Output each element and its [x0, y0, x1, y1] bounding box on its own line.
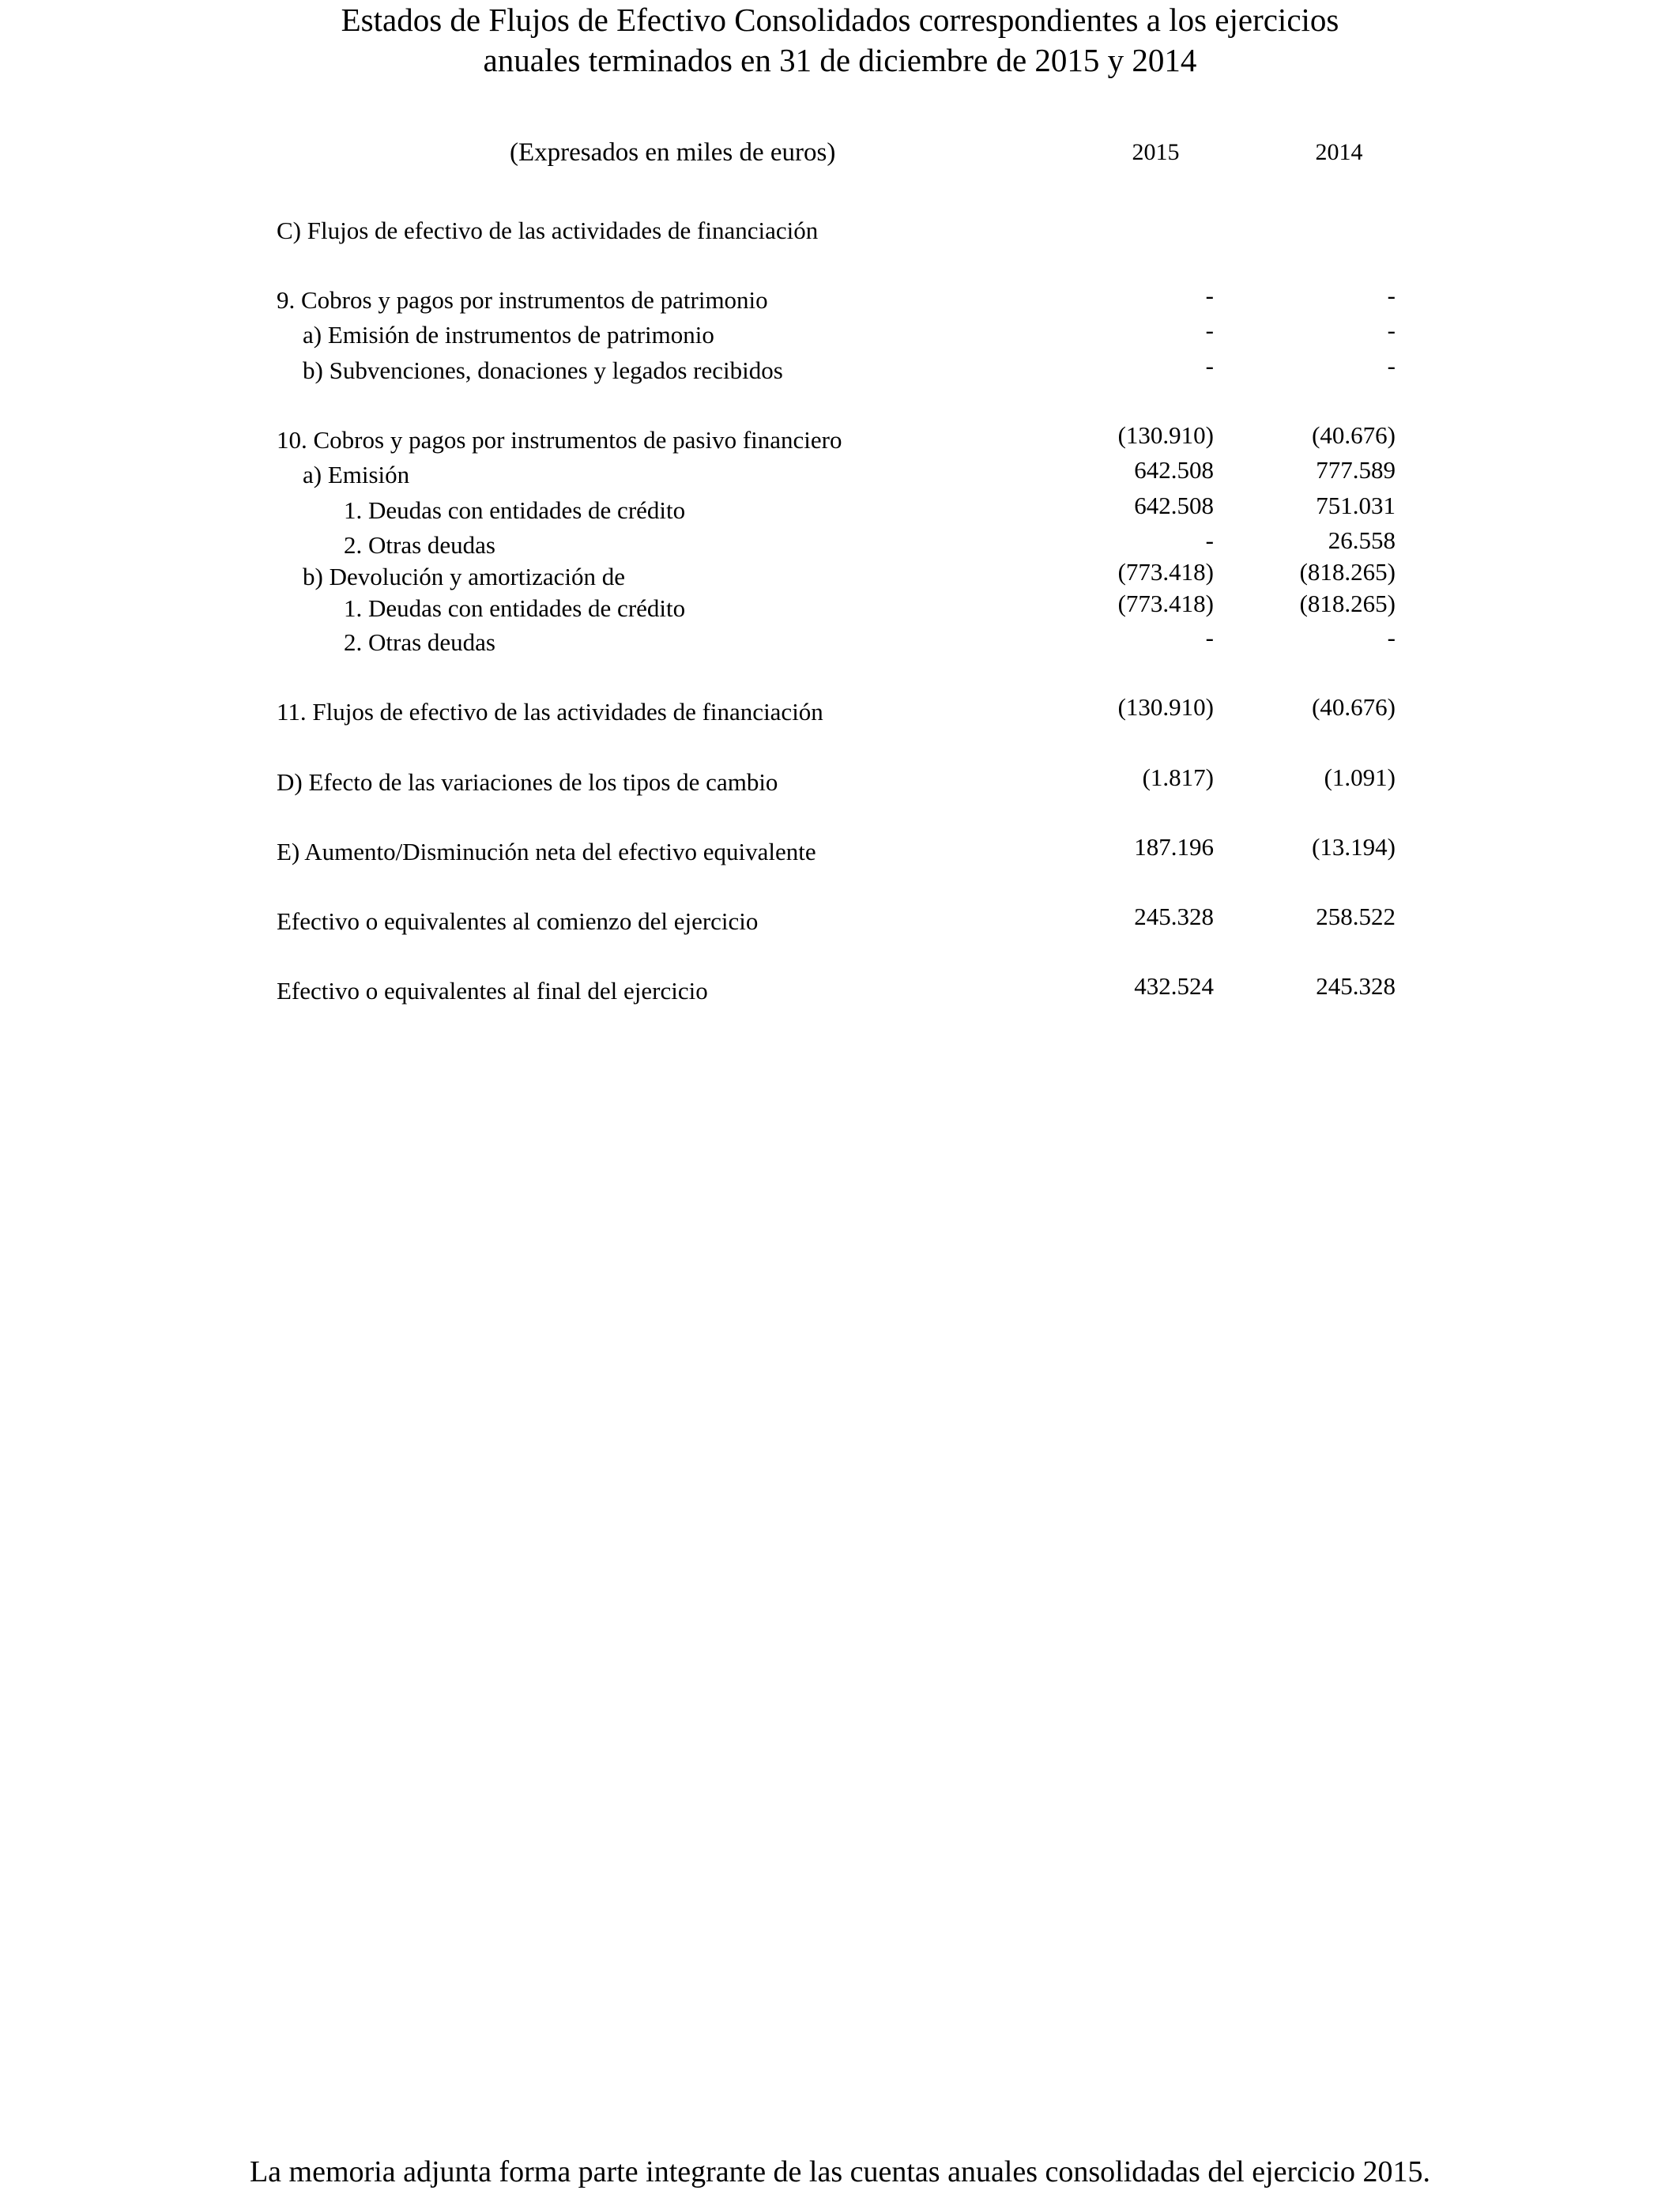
value-2014: 245.328 [1316, 972, 1396, 1000]
value-2014: - [1387, 316, 1396, 344]
table-row [0, 352, 1680, 390]
table-row [0, 456, 1680, 494]
units-label: (Expresados en miles de euros) [510, 138, 836, 167]
title-line-2: anuales terminados en 31 de diciembre de 2015 y 2014 [483, 42, 1197, 78]
value-2014: - [1387, 281, 1396, 309]
value-2014: (13.194) [1312, 833, 1396, 861]
row-label: a) Emisión de instrumentos de patrimonio [303, 321, 714, 349]
row-label: 1. Deudas con entidades de crédito [344, 496, 686, 524]
row-label: C) Flujos de efectivo de las actividades de financiación [277, 217, 819, 244]
table-row [0, 558, 1680, 596]
table-row [0, 421, 1680, 459]
page-title [0, 0, 1680, 81]
row-label: Efectivo o equivalentes al final del ejercicio [277, 977, 708, 1005]
value-2015: (773.418) [1117, 558, 1214, 586]
row-label: 9. Cobros y pagos por instrumentos de patrimonio [277, 286, 768, 314]
value-2015: (1.817) [1142, 763, 1214, 791]
section-heading-financing [0, 215, 1680, 250]
value-2015: 245.328 [1134, 903, 1214, 930]
table-row [0, 624, 1680, 662]
value-2014: 777.589 [1316, 456, 1396, 484]
row-label: b) Devolución y amortización de [303, 563, 626, 590]
table-row [0, 526, 1680, 564]
footer-note: La memoria adjunta forma parte integrante de las cuentas anuales consolidadas del ejercicio 2015. [249, 2155, 1431, 2188]
title-line-1: Estados de Flujos de Efectivo Consolidados correspondientes a los ejercicios [341, 2, 1339, 38]
value-2015: (773.418) [1117, 590, 1214, 617]
row-label: 2. Otras deudas [344, 531, 495, 559]
value-2014: 26.558 [1328, 526, 1396, 554]
value-2014: - [1387, 352, 1396, 379]
value-2014: (40.676) [1312, 421, 1396, 449]
column-header-2014: 2014 [1315, 139, 1363, 165]
row-label: b) Subvenciones, donaciones y legados recibidos [303, 356, 783, 384]
row-label: E) Aumento/Disminución neta del efectivo equivalente [277, 838, 816, 865]
table-row [0, 590, 1680, 628]
table-row [0, 903, 1680, 941]
value-2014: 751.031 [1316, 492, 1396, 519]
table-row [0, 492, 1680, 530]
value-2015: 642.508 [1134, 456, 1214, 484]
row-label: 1. Deudas con entidades de crédito [344, 594, 686, 622]
value-2014: (1.091) [1324, 763, 1396, 791]
row-label: D) Efecto de las variaciones de los tipos de cambio [277, 768, 778, 796]
value-2015: - [1205, 281, 1214, 309]
value-2015: - [1205, 526, 1214, 554]
value-2014: (818.265) [1299, 558, 1396, 586]
value-2015: 187.196 [1134, 833, 1214, 861]
value-2015: 642.508 [1134, 492, 1214, 519]
value-2014: (40.676) [1312, 693, 1396, 721]
value-2014: - [1387, 624, 1396, 651]
value-2015: (130.910) [1117, 421, 1214, 449]
value-2015: - [1205, 316, 1214, 344]
value-2015: 432.524 [1134, 972, 1214, 1000]
row-label: a) Emisión [303, 461, 410, 488]
table-row [0, 763, 1680, 801]
row-label: 2. Otras deudas [344, 628, 495, 656]
value-2015: (130.910) [1117, 693, 1214, 721]
table-row [0, 316, 1680, 354]
row-label: 10. Cobros y pagos por instrumentos de pasivo financiero [277, 426, 842, 454]
table-row [0, 833, 1680, 871]
row-label: Efectivo o equivalentes al comienzo del ejercicio [277, 907, 759, 935]
table-row [0, 972, 1680, 1010]
table-row [0, 693, 1680, 731]
column-header-2015: 2015 [1132, 139, 1180, 165]
value-2014: 258.522 [1316, 903, 1396, 930]
value-2014: (818.265) [1299, 590, 1396, 617]
table-row [0, 281, 1680, 319]
value-2015: - [1205, 352, 1214, 379]
row-label: 11. Flujos de efectivo de las actividades de financiación [277, 698, 823, 726]
value-2015: - [1205, 624, 1214, 651]
